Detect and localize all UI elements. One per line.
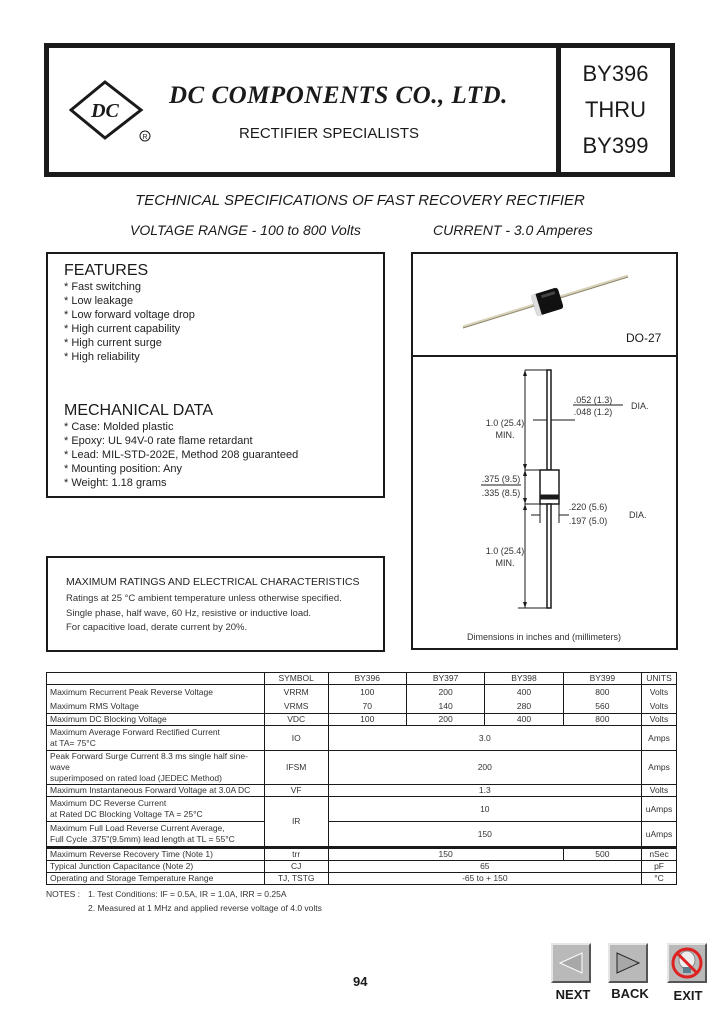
- mechanical-item: * Mounting position: Any: [64, 463, 183, 475]
- part-thru: THRU: [584, 97, 647, 122]
- svg-text:R: R: [142, 134, 148, 141]
- notes-label: NOTES :: [46, 889, 81, 899]
- svg-text:DC: DC: [91, 100, 119, 122]
- table-row: Maximum RMS Voltage VRMS 70 140 280 560 Volts: [47, 699, 677, 714]
- note-1: 1. Test Conditions: IF = 0.5A, IR = 1.0A, IRR = 0.25A: [88, 889, 287, 899]
- next-button[interactable]: [551, 943, 591, 983]
- dimension-drawing: [413, 358, 676, 653]
- mechanical-item: * Weight: 1.18 grams: [64, 477, 167, 489]
- svg-text:Dimensions in inches and (mill: Dimensions in inches and (millimeters): [466, 632, 622, 642]
- exit-label[interactable]: EXIT: [673, 988, 703, 1003]
- dc-logo-icon: [69, 80, 159, 151]
- features-box: [46, 252, 385, 498]
- header-box: [44, 43, 675, 177]
- svg-text:DIA.: DIA.: [629, 510, 647, 520]
- svg-text:DIA.: DIA.: [631, 401, 649, 411]
- svg-text:1.0 (25.4): 1.0 (25.4): [485, 546, 525, 556]
- next-label[interactable]: NEXT: [555, 987, 591, 1002]
- part-range: [561, 48, 670, 172]
- part-from: BY396: [582, 61, 649, 86]
- ratings-box: [46, 556, 385, 652]
- table-row: Typical Junction Capacitance (Note 2) CJ 65 pF: [47, 861, 677, 873]
- table-row: Maximum Full Load Reverse Current Average, Full Cycle .375"(9.5mm) lead length at TL = 55°C 150 uAmps: [47, 822, 677, 848]
- company-tagline: RECTIFIER SPECIALISTS: [239, 125, 420, 142]
- table-row: Maximum DC Blocking Voltage VDC 100 200 400 800 Volts: [47, 714, 677, 726]
- table-row: Maximum Reverse Recovery Time (Note 1) trr 150 500 nSec: [47, 848, 677, 861]
- table-row: Maximum DC Reverse Current at Rated DC Blocking Voltage TA = 25°C IR 10 uAmps: [47, 797, 677, 822]
- package-name: DO-27: [626, 331, 662, 345]
- feature-item: * High current surge: [64, 337, 162, 349]
- back-button[interactable]: [608, 943, 648, 983]
- header-by399: BY399: [563, 673, 641, 685]
- current-rating: CURRENT - 3.0 Amperes: [433, 222, 593, 238]
- package-box: [411, 252, 678, 650]
- company-block: [49, 48, 561, 172]
- header-by396: BY396: [328, 673, 406, 685]
- svg-text:.197 (5.0): .197 (5.0): [568, 516, 608, 526]
- part-to: BY399: [582, 133, 649, 158]
- divider: [413, 355, 676, 357]
- document-title: TECHNICAL SPECIFICATIONS OF FAST RECOVERY RECTIFIER: [135, 192, 585, 209]
- header-param: [47, 673, 265, 685]
- company-name: DC COMPONENTS CO., LTD.: [169, 82, 508, 109]
- mechanical-item: * Case: Molded plastic: [64, 421, 174, 433]
- table-row: Peak Forward Surge Current 8.3 ms single half sine-wave superimposed on rated load (JEDEC Method) IFSM 200 Amps: [47, 751, 677, 785]
- spec-table: [46, 672, 677, 885]
- table-row: Operating and Storage Temperature Range TJ, TSTG -65 to + 150 °C: [47, 873, 677, 885]
- table-row: Maximum Recurrent Peak Reverse Voltage VRRM 100 200 400 800 Volts: [47, 685, 677, 700]
- mechanical-item: * Epoxy: UL 94V-0 rate flame retardant: [64, 435, 253, 447]
- back-label[interactable]: BACK: [611, 986, 649, 1001]
- note-2: 2. Measured at 1 MHz and applied reverse voltage of 4.0 volts: [88, 903, 322, 913]
- voltage-range: VOLTAGE RANGE - 100 to 800 Volts: [130, 222, 361, 238]
- feature-item: * Low forward voltage drop: [64, 309, 195, 321]
- ratings-line: Single phase, half wave, 60 Hz, resistive or inductive load.: [66, 607, 312, 619]
- diode-photo-icon: [453, 264, 643, 339]
- table-row: Maximum Average Forward Rectified Current at TA= 75°C IO 3.0 Amps: [47, 726, 677, 751]
- svg-text:.220 (5.6): .220 (5.6): [568, 502, 608, 512]
- feature-item: * Fast switching: [64, 281, 142, 293]
- header-symbol: SYMBOL: [264, 673, 328, 685]
- table-row: Maximum Instantaneous Forward Voltage at 3.0A DC VF 1.3 Volts: [47, 785, 677, 797]
- header-by398: BY398: [485, 673, 563, 685]
- ratings-line: Ratings at 25 °C ambient temperature unless otherwise specified.: [66, 593, 342, 604]
- next-arrow-icon[interactable]: [551, 943, 591, 983]
- ratings-line: For capacitive load, derate current by 20%.: [66, 622, 248, 633]
- back-arrow-icon[interactable]: [608, 943, 648, 983]
- header-by397: BY397: [406, 673, 484, 685]
- page-number: 94: [353, 974, 368, 989]
- exit-no-bulb-icon[interactable]: [667, 943, 707, 983]
- exit-button[interactable]: [667, 943, 707, 983]
- mechanical-item: * Lead: MIL-STD-202E, Method 208 guaranteed: [64, 449, 299, 461]
- mechanical-heading: MECHANICAL DATA: [64, 402, 214, 419]
- svg-text:.375 (9.5): .375 (9.5): [481, 474, 521, 484]
- dim-lead-top: 1.0 (25.4): [485, 418, 525, 428]
- feature-item: * High current capability: [64, 323, 181, 335]
- feature-item: * Low leakage: [64, 295, 134, 307]
- ratings-heading: MAXIMUM RATINGS AND ELECTRICAL CHARACTERISTICS: [66, 576, 360, 588]
- header-units: UNITS: [642, 673, 677, 685]
- svg-text:MIN.: MIN.: [495, 430, 515, 440]
- svg-text:MIN.: MIN.: [495, 558, 515, 568]
- svg-text:.052 (1.3): .052 (1.3): [573, 395, 613, 405]
- svg-text:.048 (1.2): .048 (1.2): [573, 407, 613, 417]
- features-heading: FEATURES: [64, 262, 149, 279]
- table-header-row: [47, 673, 677, 685]
- feature-item: * High reliability: [64, 351, 140, 363]
- svg-text:.335 (8.5): .335 (8.5): [481, 488, 521, 498]
